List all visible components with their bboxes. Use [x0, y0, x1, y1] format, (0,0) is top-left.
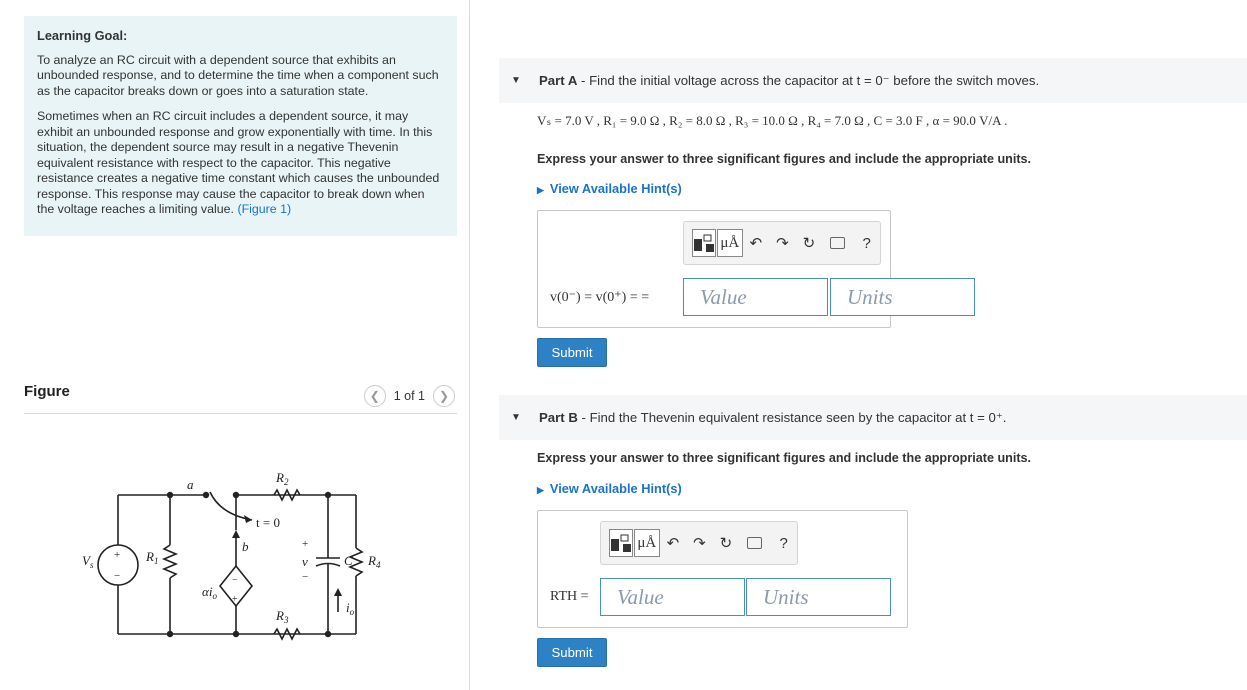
figure-pager — [364, 385, 455, 407]
part-b-answer-box — [537, 510, 908, 628]
part-b-header[interactable] — [499, 395, 1247, 440]
pager-text: 1 of 1 — [393, 389, 425, 403]
caret-right-icon: ▶ — [537, 185, 544, 195]
label-b: b — [242, 539, 249, 554]
part-b-question: - Find the Thevenin equivalent resistance seen by the capacitor at t = 0⁺. — [577, 409, 1007, 425]
part-b-answer-label: RTH = — [550, 589, 589, 604]
part-b-submit-button[interactable]: Submit — [537, 638, 607, 667]
units-icon[interactable]: μÅ — [634, 529, 660, 557]
label-t0: t = 0 — [256, 515, 280, 530]
part-a-answer-label: v(0⁻) = v(0⁺) = = — [550, 290, 650, 305]
undo-icon[interactable]: ↶ — [666, 535, 680, 552]
label-plus: + — [114, 549, 121, 561]
label-aio: $\alpha i_o$ — [202, 584, 217, 601]
part-b-units-input[interactable]: Units — [746, 578, 891, 616]
label-minus: − — [114, 570, 121, 582]
label-io: $i_o$ — [346, 600, 355, 617]
figure-header — [24, 380, 457, 414]
template-icon[interactable] — [692, 229, 716, 257]
arrow — [232, 530, 240, 538]
node — [167, 492, 173, 498]
label-v: v — [302, 554, 308, 569]
part-b-value-input[interactable]: Value — [600, 578, 745, 616]
part-a-hint[interactable]: ▶ View Available Hint(s) — [537, 181, 682, 196]
part-a-instruction: Express your answer to three significant figures and include the appropriate units. — [537, 152, 1032, 166]
undo-icon[interactable]: ↶ — [749, 235, 763, 252]
label-r3: $R_3$ — [276, 608, 289, 625]
switch-arm — [210, 492, 252, 520]
keyboard-icon[interactable] — [747, 537, 762, 549]
part-a-toolbar — [683, 221, 881, 265]
reset-icon[interactable]: ↻ — [802, 235, 816, 252]
node — [325, 631, 331, 637]
units-icon[interactable]: μÅ — [717, 229, 743, 257]
part-a-units-input[interactable]: Units — [830, 278, 975, 316]
caret-right-icon: ▶ — [537, 485, 544, 495]
template-icon[interactable] — [609, 529, 633, 557]
part-b-hint[interactable]: ▶ View Available Hint(s) — [537, 481, 682, 496]
caret-down-icon[interactable]: ▼ — [511, 412, 521, 423]
learning-goal-title: Learning Goal: — [37, 28, 128, 43]
left-panel — [0, 0, 470, 690]
label-r2: $R_2$ — [276, 470, 289, 487]
node — [233, 631, 239, 637]
reset-icon[interactable]: ↻ — [719, 535, 733, 552]
node — [203, 492, 209, 498]
chevron-right-icon[interactable]: ❯ — [433, 385, 455, 407]
io-arrowhead — [334, 588, 342, 596]
learning-goal-para1: To analyze an RC circuit with a dependent source that exhibits an unbounded response, and to determine the time when a component such as the capacitor breaks down or goes into a saturation state. — [37, 52, 439, 98]
part-a-answer-box — [537, 210, 891, 328]
caret-down-icon[interactable]: ▼ — [511, 75, 521, 86]
label-v-plus: + — [302, 538, 309, 550]
part-a-value-input[interactable]: Value — [683, 278, 828, 316]
right-panel — [471, 0, 1247, 690]
label-source-plus: + — [232, 594, 238, 605]
resistor-r1 — [164, 545, 176, 578]
part-b-toolbar — [600, 521, 798, 565]
label-r4: $R_4$ — [368, 553, 381, 570]
label-a: a — [187, 477, 194, 492]
figure-link[interactable]: (Figure 1) — [237, 202, 292, 216]
chevron-left-icon[interactable]: ❮ — [364, 385, 386, 407]
keyboard-icon[interactable] — [830, 237, 845, 249]
help-icon[interactable]: ? — [779, 534, 788, 552]
label-c: C — [344, 553, 353, 568]
part-a-submit-button[interactable]: Submit — [537, 338, 607, 367]
learning-goal-para2: Sometimes when an RC circuit includes a dependent source, it may exhibit an unbounded response and grow exponentially with time. In this situation, the dependent source may result in a negative Thevenin equivalent resistance with respect to the capacitor. This negative resistance creates a negative time constant which causes the unbounded response. This response may cause the capacitor to break down when the voltage reaches a limiting value. (Figure 1) — [37, 109, 440, 216]
circuit-diagram — [70, 462, 410, 662]
part-a-header[interactable] — [499, 58, 1247, 103]
redo-icon[interactable]: ↷ — [693, 535, 706, 552]
part-b-label: Part B — [539, 409, 578, 425]
label-v-minus: − — [302, 571, 309, 583]
node — [233, 492, 239, 498]
part-a-params: Vₛ = 7.0 V , R₁ = 9.0 Ω , R₂ = 8.0 Ω , R₃ = 10.0 Ω , R₄ = 7.0 Ω , C = 3.0 F , α = 90.0 V/A . — [537, 113, 1008, 128]
part-b-instruction: Express your answer to three significant figures and include the appropriate units. — [537, 451, 1032, 465]
part-a-label: Part A — [539, 72, 578, 88]
help-icon[interactable]: ? — [862, 234, 871, 252]
label-vs: $V_s$ — [82, 553, 94, 570]
node — [167, 631, 173, 637]
redo-icon[interactable]: ↷ — [776, 235, 789, 252]
node — [325, 492, 331, 498]
label-source-minus: − — [232, 575, 238, 586]
part-a-question: - Find the initial voltage across the capacitor at t = 0⁻ before the switch moves. — [577, 72, 1040, 88]
figure-title: Figure — [24, 383, 70, 400]
label-r1: $R_1$ — [146, 549, 159, 566]
learning-goal-box — [24, 16, 457, 236]
